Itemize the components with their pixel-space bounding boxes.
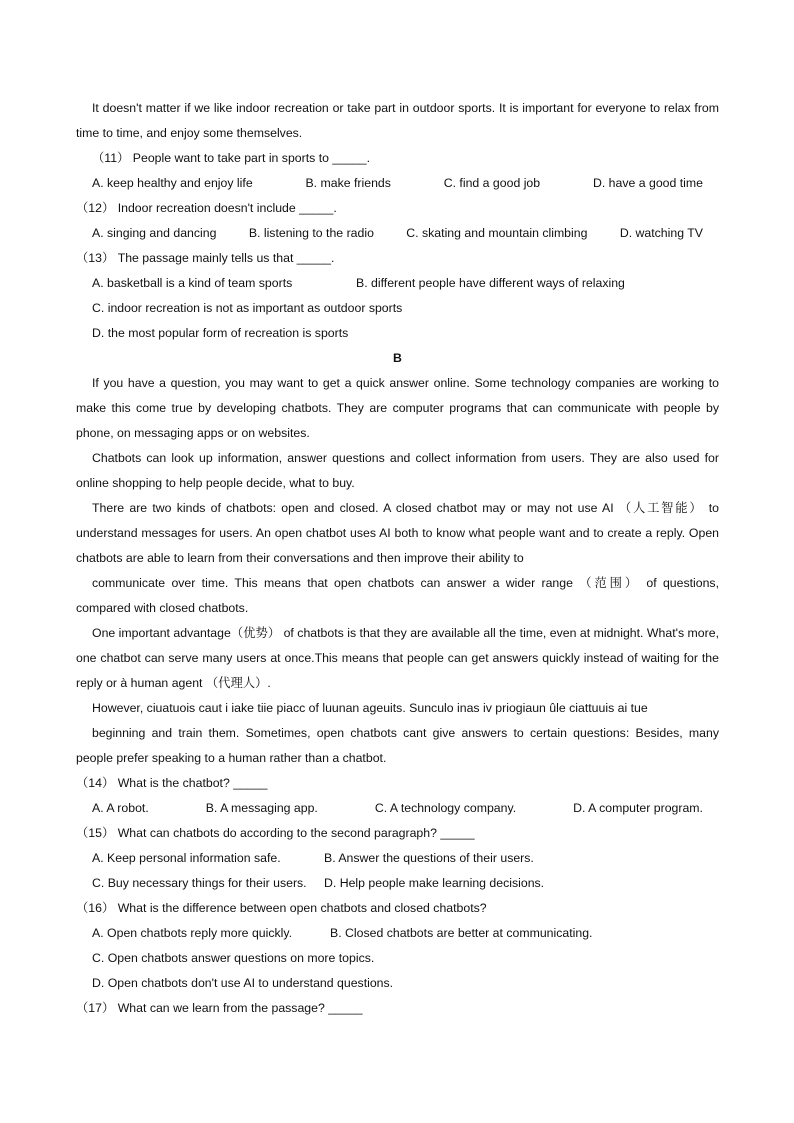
- option-b: B. make friends: [305, 176, 391, 190]
- question-number: （15）: [76, 826, 115, 840]
- passage-b-paragraph-5-cont: beginning and train them. Sometimes, open chatbots cant give answers to certain questions: Besides, many people prefer speaking to a human rather than a chatbot.: [76, 726, 719, 765]
- passage-b-paragraph-1: If you have a question, you may want to get a quick answer online. Some technology companies are working to make this come true by developing chatbots. They are computer programs that can communicate with people by phone, on messaging apps or on websites.: [76, 376, 719, 440]
- question-stem: The passage mainly tells us that: [117, 251, 294, 265]
- option-b: B. listening to the radio: [248, 226, 374, 240]
- question-stem: People want to take part in sports to: [132, 151, 329, 165]
- options-row: [76, 846, 719, 871]
- question-number: （17）: [76, 1001, 115, 1015]
- question-stem: What is the difference between open chatbots and closed chatbots?: [117, 901, 487, 915]
- options-row: [76, 871, 719, 896]
- answer-blank: _____: [328, 1001, 363, 1015]
- option-c: C. skating and mountain climbing: [406, 226, 588, 240]
- answer-blank: _____: [233, 776, 268, 790]
- question-14: [76, 771, 719, 796]
- option-b: B. Answer the questions of their users.: [324, 851, 534, 865]
- option-c: C. Open chatbots answer questions on more topics.: [92, 951, 375, 965]
- document-page: [76, 96, 719, 1021]
- passage-b-paragraph-2: Chatbots can look up information, answer questions and collect information from users. They are also used for online shopping to help people decide, what to buy.: [76, 451, 719, 490]
- question-number: （12）: [76, 201, 115, 215]
- question-15: [76, 821, 719, 846]
- question-12: [76, 196, 719, 221]
- passage-b-paragraph-3: There are two kinds of chatbots: open and closed. A closed chatbot may or may not use AI （人工智能） to understand messages for users. An open chatbot uses AI both to know what people want and to create a reply. Open chatbots are able to learn from their conversations and then improve their ability to: [76, 501, 719, 565]
- option-d: D. Open chatbots don't use AI to understand questions.: [92, 976, 394, 990]
- option-b: B. A messaging app.: [205, 801, 318, 815]
- question-13: [76, 246, 719, 271]
- options-row: [76, 171, 719, 196]
- question-stem: What can chatbots do according to the second paragraph?: [117, 826, 437, 840]
- option-a: A. basketball is a kind of team sports: [92, 276, 293, 290]
- question-11: [76, 146, 719, 171]
- option-a: A. A robot.: [92, 801, 149, 815]
- question-16: [76, 896, 719, 921]
- question-number: （13）: [76, 251, 115, 265]
- section-heading: B: [393, 351, 402, 365]
- passage-b-paragraph-4: One important advantage（优势） of chatbots is that they are available all the time, even at midnight. What's more, one chatbot can serve many users at once.This means that people can get answers quickly instead of waiting for the reply or à human agent （代理人）.: [76, 626, 719, 690]
- question-number: （14）: [76, 776, 115, 790]
- option-c: C. indoor recreation is not as important as outdoor sports: [92, 301, 403, 315]
- option-d: D. the most popular form of recreation is sports: [92, 326, 349, 340]
- answer-blank: _____.: [332, 151, 371, 165]
- options-row: [76, 271, 719, 296]
- option-d: D. Help people make learning decisions.: [324, 876, 545, 890]
- option-c: C. Buy necessary things for their users.: [92, 876, 307, 890]
- question-number: （16）: [76, 901, 115, 915]
- answer-blank: _____: [440, 826, 475, 840]
- option-c: C. A technology company.: [374, 801, 517, 815]
- option-c: C. find a good job: [443, 176, 541, 190]
- options-row: [76, 221, 719, 246]
- passage-a-closing-paragraph: It doesn't matter if we like indoor recreation or take part in outdoor sports. It is important for everyone to relax from time to time, and enjoy some themselves.: [76, 101, 719, 140]
- answer-blank: _____.: [296, 251, 335, 265]
- option-d: D. have a good time: [592, 176, 703, 190]
- option-d: D. A computer program.: [573, 801, 703, 815]
- answer-blank: _____.: [299, 201, 337, 215]
- option-b: B. Closed chatbots are better at communicating.: [330, 926, 593, 940]
- question-stem: What is the chatbot?: [117, 776, 230, 790]
- options-row: [76, 921, 719, 946]
- option-b: B. different people have different ways of relaxing: [356, 276, 625, 290]
- option-a: A. keep healthy and enjoy life: [92, 176, 253, 190]
- passage-b-paragraph-3-cont: communicate over time. This means that open chatbots can answer a wider range （范围） of questions, compared with closed chatbots.: [76, 576, 719, 615]
- options-row: [76, 796, 719, 821]
- option-a: A. singing and dancing: [92, 226, 217, 240]
- passage-b-paragraph-5: However, ciuatuois caut i iake tiie piacc of luunan ageuits. Sunculo inas iv priogiaun ûle ciattuuis ai tue: [92, 701, 648, 715]
- question-stem: Indoor recreation doesn't include: [117, 201, 296, 215]
- option-a: A. Keep personal information safe.: [92, 851, 281, 865]
- question-stem: What can we learn from the passage?: [117, 1001, 325, 1015]
- option-a: A. Open chatbots reply more quickly.: [92, 926, 293, 940]
- question-17: [76, 996, 719, 1021]
- question-number: （11）: [92, 151, 130, 165]
- option-d: D. watching TV: [619, 226, 703, 240]
